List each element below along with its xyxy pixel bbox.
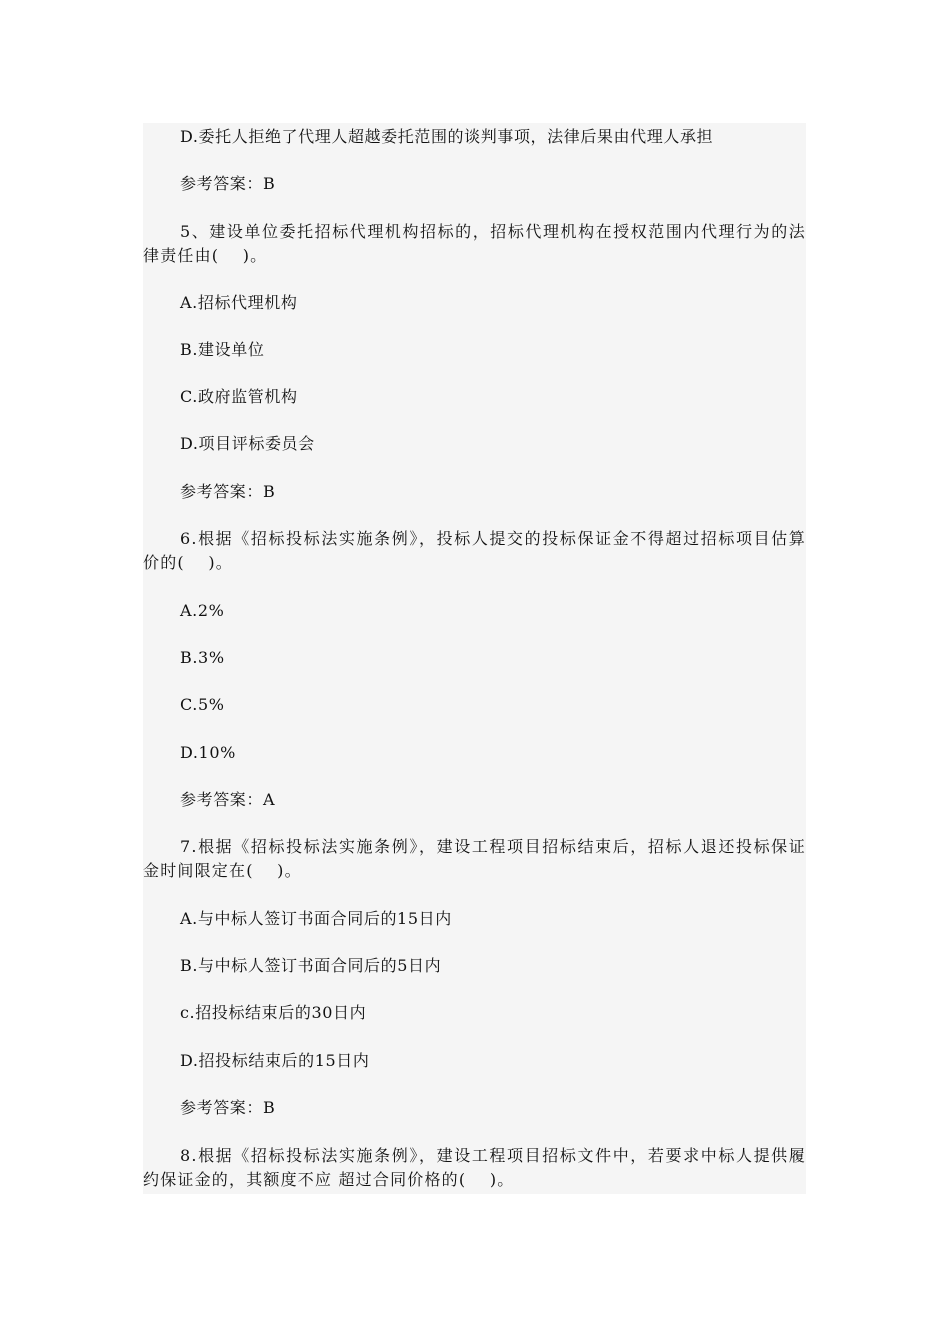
- option-b-q7: B.与中标人签订书面合同后的5日内: [180, 956, 442, 975]
- option-d-q5: D.项目评标委员会: [180, 434, 315, 453]
- question-7: 7.根据《招标投标法实施条例》，建设工程项目招标结束后，招标人退还投标保证金时间限定在( )。: [143, 837, 806, 880]
- option-a-q6: A.2%: [180, 601, 225, 620]
- question-8: 8.根据《招标投标法实施条例》，建设工程项目招标文件中，若要求中标人提供履约保证金的，其额度不应 超过合同价格的( )。: [143, 1146, 806, 1189]
- option-c-q6: C.5%: [180, 695, 225, 714]
- option-c-q7: c.招投标结束后的30日内: [180, 1003, 367, 1022]
- question-6: 6.根据《招标投标法实施条例》，投标人提交的投标保证金不得超过招标项目估算价的( )。: [143, 529, 806, 572]
- answer-q6: 参考答案：A: [180, 790, 276, 809]
- option-d-q4: D.委托人拒绝了代理人超越委托范围的谈判事项，法律后果由代理人承担: [180, 127, 714, 146]
- option-d-q7: D.招投标结束后的15日内: [180, 1051, 370, 1070]
- option-a-q7: A.与中标人签订书面合同后的15日内: [180, 909, 452, 928]
- answer-q4: 参考答案：B: [180, 174, 276, 193]
- answer-q7: 参考答案：B: [180, 1098, 276, 1117]
- option-b-q6: B.3%: [180, 648, 225, 667]
- option-c-q5: C.政府监管机构: [180, 387, 298, 406]
- document-content: [143, 123, 806, 1194]
- answer-q5: 参考答案：B: [180, 482, 276, 501]
- question-5: 5、建设单位委托招标代理机构招标的，招标代理机构在授权范围内代理行为的法律责任由( )。: [143, 222, 806, 265]
- option-b-q5: B.建设单位: [180, 340, 265, 359]
- option-a-q5: A.招标代理机构: [180, 293, 298, 312]
- option-d-q6: D.10%: [180, 743, 236, 762]
